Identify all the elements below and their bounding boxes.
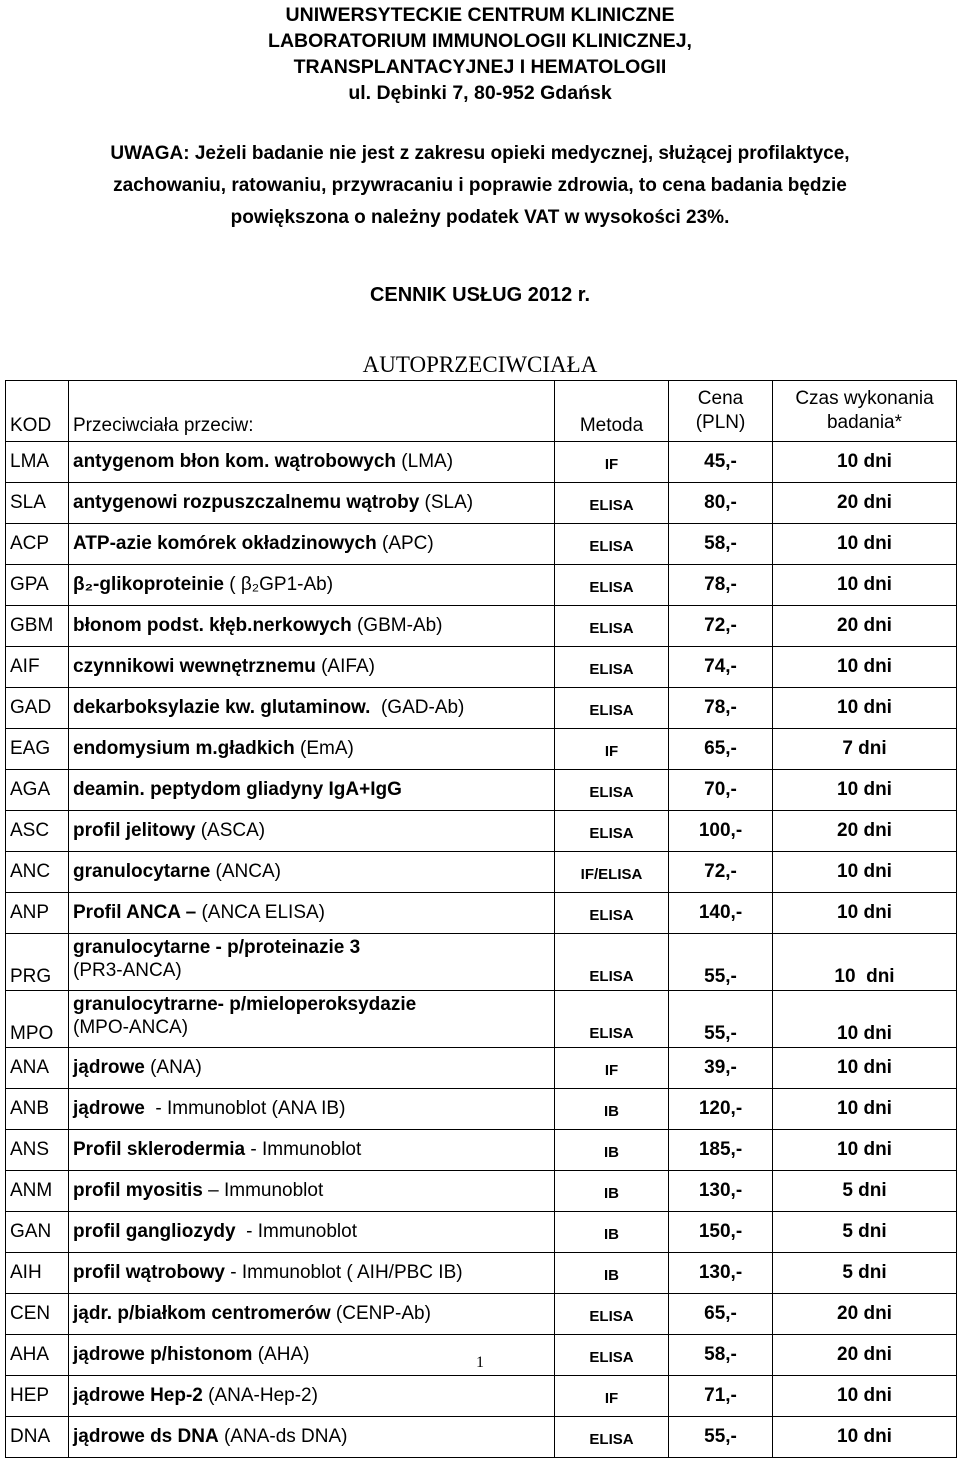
notice-line-2: zachowaniu, ratowaniu, przywracaniu i poprawie zdrowia, to cena badania będzie [113,175,847,196]
antibody-name: ATP-azie komórek okładzinowych [73,533,377,554]
row-method: ELISA [555,770,669,811]
table-row [6,524,957,565]
row-time: 10 dni [773,893,957,934]
row-price: 120,- [669,1089,773,1130]
row-price: 72,- [669,852,773,893]
antibody-name: granulocytrarne- p/mieloperoksydazie [73,994,417,1015]
row-antibody [69,893,555,934]
antibody-name: Profil ANCA – [73,902,197,923]
price-table [5,380,957,1458]
table-row [6,442,957,483]
header-line-1: UNIWERSYTECKIE CENTRUM KLINICZNE [285,4,675,26]
antibody-name: granulocytarne - p/proteinazie 3 [73,937,361,958]
row-price: 78,- [669,688,773,729]
row-antibody [69,1212,555,1253]
table-row [6,1089,957,1130]
antibody-name: profil jelitowy [73,820,196,841]
row-code: ANP [6,893,69,934]
row-price: 55,- [669,1417,773,1458]
section-title: AUTOPRZECIWCIAŁA [362,352,598,377]
antibody-abbrev: (ASCA) [195,820,266,841]
table-row [6,606,957,647]
row-antibody [69,1253,555,1294]
row-antibody [69,647,555,688]
row-price: 185,- [669,1130,773,1171]
row-antibody [69,1048,555,1089]
row-method: IB [555,1171,669,1212]
row-antibody [69,1417,555,1458]
row-code: ACP [6,524,69,565]
row-method: IF [555,729,669,770]
row-code: AIF [6,647,69,688]
antibody-abbrev: (APC) [376,533,434,554]
row-code: GAD [6,688,69,729]
row-method: IF [555,442,669,483]
header-method: Metoda [555,381,669,442]
antibody-name: jądrowe [73,1098,145,1119]
table-row [6,1417,957,1458]
table-row [6,934,957,991]
antibody-name: jądrowe Hep-2 [73,1385,203,1406]
notice-line-1: UWAGA: Jeżeli badanie nie jest z zakresu opieki medycznej, służącej profilaktyce, [110,143,850,164]
row-code: ANA [6,1048,69,1089]
row-method: ELISA [555,688,669,729]
row-time: 5 dni [773,1212,957,1253]
row-price: 70,- [669,770,773,811]
table-row [6,1212,957,1253]
row-time: 10 dni [773,1376,957,1417]
row-time: 7 dni [773,729,957,770]
table-row [6,688,957,729]
antibody-abbrev: (ANA-ds DNA) [218,1426,348,1447]
row-code: ANC [6,852,69,893]
row-method: ELISA [555,1417,669,1458]
header-line-2: LABORATORIUM IMMUNOLOGII KLINICZNEJ, [268,30,692,52]
table-row [6,647,957,688]
antibody-name: Profil sklerodermia [73,1139,246,1160]
antibody-name: profil gangliozydy [73,1221,236,1242]
row-antibody [69,811,555,852]
row-antibody [69,442,555,483]
antibody-name: błonom podst. kłęb.nerkowych [73,615,352,636]
row-time: 5 dni [773,1171,957,1212]
row-time: 10 dni [773,524,957,565]
row-code: CEN [6,1294,69,1335]
row-code: AGA [6,770,69,811]
row-code: ASC [6,811,69,852]
row-time: 10 dni [773,991,957,1048]
table-row [6,1376,957,1417]
row-time: 20 dni [773,483,957,524]
table-row [6,1294,957,1335]
row-antibody [69,1171,555,1212]
antibody-abbrev: (CENP-Ab) [330,1303,431,1324]
row-code: DNA [6,1417,69,1458]
table-row [6,811,957,852]
table-row [6,1130,957,1171]
row-time: 20 dni [773,1335,957,1376]
row-method: ELISA [555,934,669,991]
row-method: IF [555,1048,669,1089]
row-antibody [69,729,555,770]
table-row [6,483,957,524]
row-antibody [69,565,555,606]
header-kod: KOD [6,381,69,442]
row-time: 10 dni [773,1130,957,1171]
table-row [6,1253,957,1294]
row-method: ELISA [555,483,669,524]
table-row [6,565,957,606]
antibody-name: profil myositis [73,1180,203,1201]
row-time: 10 dni [773,442,957,483]
row-method: IF/ELISA [555,852,669,893]
row-price: 150,- [669,1212,773,1253]
row-price: 65,- [669,729,773,770]
antibody-abbrev: - Immunoblot ( AIH/PBC IB) [225,1262,463,1283]
antibody-name: granulocytarne [73,861,211,882]
table-row [6,1048,957,1089]
row-code: ANM [6,1171,69,1212]
row-time: 10 dni [773,565,957,606]
antibody-name: jądrowe ds DNA [73,1426,219,1447]
table-row [6,893,957,934]
antibody-name: jądr. p/białkom centromerów [73,1303,331,1324]
row-antibody [69,1089,555,1130]
antibody-abbrev: (EmA) [294,738,354,759]
antibody-name: deamin. peptydom gliadyny IgA+IgG [73,779,402,800]
antibody-abbrev: - Immunoblot (ANA IB) [144,1098,346,1119]
antibody-name: endomysium m.gładkich [73,738,295,759]
table-row [6,729,957,770]
row-code: ANS [6,1130,69,1171]
document-header [0,2,960,106]
antibody-name: jądrowe [73,1057,145,1078]
row-price: 55,- [669,991,773,1048]
row-time: 10 dni [773,852,957,893]
row-time: 10 dni [773,1048,957,1089]
row-price: 65,- [669,1294,773,1335]
row-code: PRG [6,934,69,991]
row-antibody [69,483,555,524]
row-price: 80,- [669,483,773,524]
row-time: 10 dni [773,934,957,991]
antibody-name: dekarboksylazie kw. glutaminow. [73,697,371,718]
row-price: 140,- [669,893,773,934]
antibody-abbrev: (ANCA) [210,861,281,882]
antibody-abbrev: (GAD-Ab) [370,697,465,718]
antibody-name: jądrowe p/histonom [73,1344,253,1365]
antibody-abbrev: (GBM-Ab) [351,615,443,636]
row-method: ELISA [555,565,669,606]
antibody-name: profil wątrobowy [73,1262,225,1283]
row-method: IB [555,1253,669,1294]
table-row [6,852,957,893]
antibody-abbrev: (SLA) [419,492,474,513]
antibody-abbrev: (ANCA ELISA) [196,902,325,923]
row-time: 10 dni [773,770,957,811]
antibody-abbrev: - Immunoblot [235,1221,357,1242]
row-antibody [69,934,555,991]
row-code: GAN [6,1212,69,1253]
table-header-row [6,381,957,442]
row-price: 130,- [669,1171,773,1212]
row-price: 72,- [669,606,773,647]
table-row [6,1171,957,1212]
row-method: ELISA [555,647,669,688]
table-row [6,770,957,811]
row-time: 10 dni [773,647,957,688]
row-price: 78,- [669,565,773,606]
row-antibody [69,606,555,647]
notice-line-3: powiększona o należny podatek VAT w wysokości 23%. [230,207,730,228]
row-time: 10 dni [773,688,957,729]
row-method: IB [555,1089,669,1130]
row-antibody [69,688,555,729]
antibody-name: czynnikowi wewnętrznemu [73,656,316,677]
header-price: Cena (PLN) [669,381,773,442]
row-price: 58,- [669,1335,773,1376]
row-price: 71,- [669,1376,773,1417]
row-code: GBM [6,606,69,647]
row-time: 5 dni [773,1253,957,1294]
page-number: 1 [476,1354,484,1371]
row-price: 45,- [669,442,773,483]
antibody-abbrev: (AHA) [252,1344,310,1365]
row-method: ELISA [555,991,669,1048]
row-time: 20 dni [773,606,957,647]
row-antibody [69,1130,555,1171]
row-price: 74,- [669,647,773,688]
header-antibody: Przeciwciała przeciw: [69,381,555,442]
row-antibody [69,770,555,811]
row-code: MPO [6,991,69,1048]
antibody-name: antygenowi rozpuszczalnemu wątroby [73,492,420,513]
antibody-abbrev: ( β₂GP1-Ab) [223,574,334,595]
antibody-abbrev: (ANA) [144,1057,202,1078]
row-price: 55,- [669,934,773,991]
row-time: 10 dni [773,1089,957,1130]
antibody-abbrev: (LMA) [396,451,454,472]
antibody-name: antygenom błon kom. wątrobowych [73,451,397,472]
antibody-abbrev: (MPO-ANCA) [73,1017,189,1038]
antibody-abbrev: (ANA-Hep-2) [202,1385,318,1406]
price-list-title: CENNIK USŁUG 2012 r. [369,284,591,306]
row-price: 58,- [669,524,773,565]
row-method: ELISA [555,524,669,565]
antibody-abbrev: - Immunoblot [245,1139,362,1160]
row-price: 100,- [669,811,773,852]
row-antibody [69,852,555,893]
row-time: 20 dni [773,811,957,852]
row-method: ELISA [555,1335,669,1376]
row-price: 39,- [669,1048,773,1089]
header-line-3: TRANSPLANTACYJNEJ I HEMATOLOGII [293,56,667,78]
row-code: SLA [6,483,69,524]
antibody-abbrev: – Immunoblot [202,1180,324,1201]
row-antibody [69,1376,555,1417]
row-time: 20 dni [773,1294,957,1335]
row-code: LMA [6,442,69,483]
row-antibody [69,991,555,1048]
row-price: 130,- [669,1253,773,1294]
vat-notice [30,138,930,234]
row-time: 10 dni [773,1417,957,1458]
table-row [6,991,957,1048]
row-method: ELISA [555,606,669,647]
antibody-abbrev: (PR3-ANCA) [73,960,182,981]
row-method: IF [555,1376,669,1417]
row-antibody [69,524,555,565]
row-method: ELISA [555,1294,669,1335]
row-method: IB [555,1212,669,1253]
header-address: ul. Dębinki 7, 80-952 Gdańsk [348,82,612,104]
row-method: IB [555,1130,669,1171]
row-code: AHA [6,1335,69,1376]
row-method: ELISA [555,811,669,852]
header-time: Czas wykonania badania* [773,381,957,442]
row-code: HEP [6,1376,69,1417]
row-method: ELISA [555,893,669,934]
antibody-name: β₂-glikoproteinie [73,574,224,595]
row-code: GPA [6,565,69,606]
row-antibody [69,1294,555,1335]
row-code: AIH [6,1253,69,1294]
row-code: ANB [6,1089,69,1130]
row-code: EAG [6,729,69,770]
antibody-abbrev: (AIFA) [315,656,375,677]
